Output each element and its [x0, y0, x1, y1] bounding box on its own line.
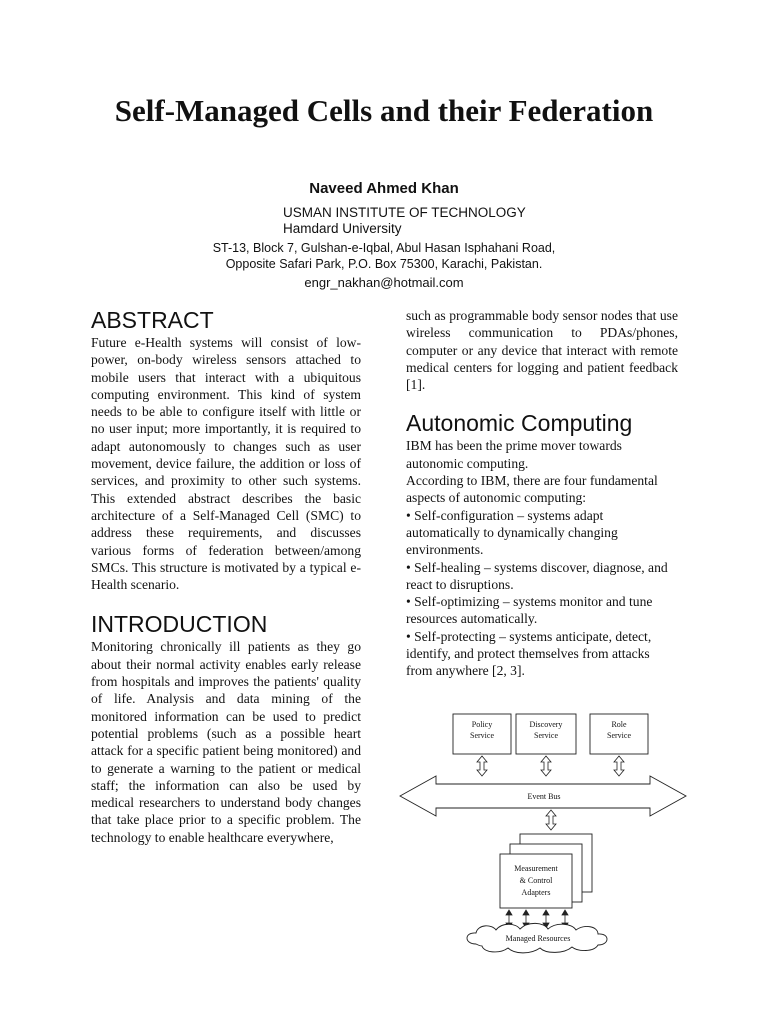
- address: [0, 240, 768, 272]
- role-service-label-2: Service: [607, 731, 631, 740]
- adapters-label-3: Adapters: [521, 888, 551, 897]
- discovery-bus-arrow: [541, 756, 551, 776]
- bus-adapter-arrow: [546, 810, 556, 830]
- introduction-heading: INTRODUCTION: [91, 611, 268, 638]
- institute-name: USMAN INSTITUTE OF TECHNOLOGY: [283, 205, 526, 220]
- discovery-service-label-1: Discovery: [529, 720, 563, 729]
- introduction-text: Monitoring chronically ill patients as they go about their normal activity enables early release from hospitals and improves the patients' quality of life. Analysis and data mining of the monitored information can be used to predict potential problems (such as a possible heart attack for a specific patient being monitored) and to generate a warning to the patient or medical staff; the information can also be used by medical researchers to understand body changes that take place prior to a specific problem. The technology to enable healthcare everywhere,: [91, 639, 361, 845]
- role-bus-arrow: [614, 756, 624, 776]
- address-line-2: Opposite Safari Park, P.O. Box 75300, Karachi, Pakistan.: [225, 257, 543, 271]
- address-line-1: ST-13, Block 7, Gulshan-e-Iqbal, Abul Hasan Isphahani Road,: [212, 241, 556, 255]
- paper-title: Self-Managed Cells and their Federation: [114, 93, 654, 128]
- managed-resources-label: Managed Resources: [505, 934, 571, 943]
- policy-service-label-1: Policy: [471, 720, 493, 729]
- left-column: [91, 306, 361, 846]
- policy-bus-arrow: [477, 756, 487, 776]
- abstract-text: Future e-Health systems will consist of low-power, on-body wireless sensors attached to mobile users that interact with a ubiquitous computing environment. This kind of system needs to be able to configure itself with little or no user input; more importantly, it is required to adapt autonomously to changes such as user movement, device failure, the addition or loss of services, and proximity to other such systems. This extended abstract describes the basic architecture of a Self-Managed Cell (SMC) to address these requirements, and discusses various forms of federation between/among SMCs. This structure is motivated by a typical e-Health scenario.: [91, 335, 361, 593]
- autonomic-intro-1: IBM has been the prime mover towards autonomic computing.: [406, 438, 622, 471]
- affiliation: [283, 205, 526, 237]
- abstract-heading: ABSTRACT: [91, 307, 214, 333]
- bullet-self-protecting: • Self-protecting – systems anticipate, detect, identify, and protect themselves from attacks from anywhere [2, 3].: [406, 628, 652, 679]
- architecture-diagram: [398, 712, 688, 962]
- architecture-svg: [398, 712, 688, 962]
- policy-service-label-2: Service: [470, 731, 494, 740]
- right-column: [406, 307, 678, 680]
- adapters-label-1: Measurement: [514, 864, 558, 873]
- role-service-label-1: Role: [611, 720, 627, 729]
- bullet-self-configuration: • Self-configuration – systems adapt automatically to dynamically changing environments.: [406, 507, 618, 558]
- adapters-label-2: & Control: [519, 876, 553, 885]
- bullet-self-healing: • Self-healing – systems discover, diagnose, and react to disruptions.: [406, 559, 668, 592]
- autonomic-intro-2: According to IBM, there are four fundamental aspects of autonomic computing:: [406, 473, 658, 506]
- university-name: Hamdard University: [283, 221, 402, 236]
- author-email: engr_nakhan@hotmail.com: [304, 275, 464, 290]
- author-name: Naveed Ahmed Khan: [309, 180, 459, 197]
- autonomic-heading: Autonomic Computing: [406, 410, 633, 437]
- discovery-service-label-2: Service: [534, 731, 558, 740]
- event-bus-label: Event Bus: [527, 792, 561, 801]
- introduction-continuation: such as programmable body sensor nodes that use wireless communication to PDAs/phones, computer or any device that interact with remote medical centers for logging and patient feedback [1].: [406, 308, 678, 393]
- service-bus-arrows: [477, 756, 624, 776]
- bullet-self-optimizing: • Self-optimizing – systems monitor and tune resources automatically.: [406, 594, 653, 627]
